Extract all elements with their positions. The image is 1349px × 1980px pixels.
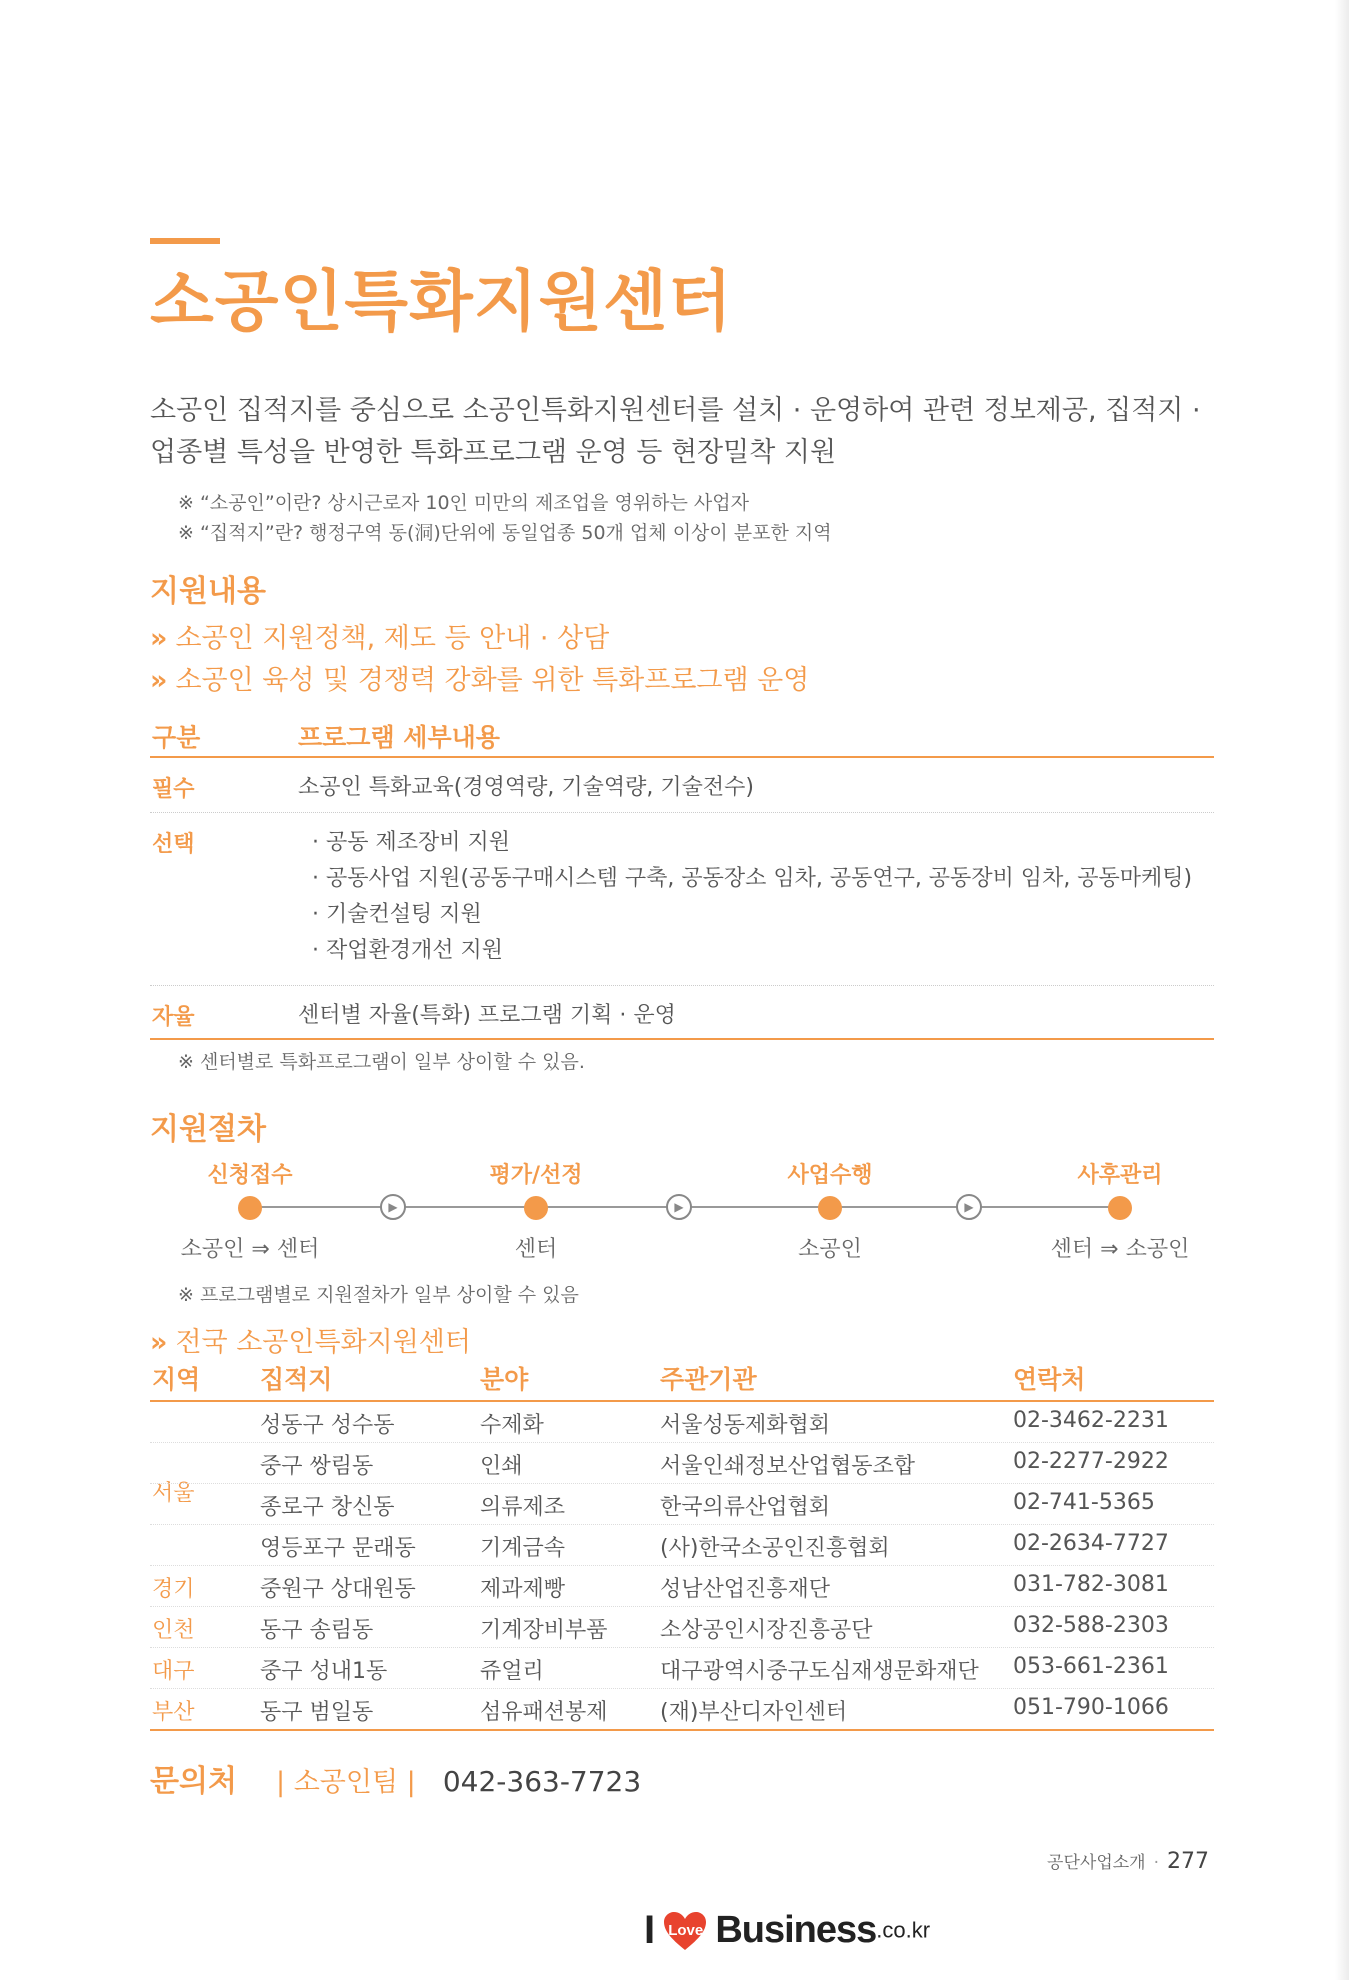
support-heading: 지원내용 [150,574,266,609]
contact-team: | 소공인팀 | [276,1767,416,1798]
page-footer: 공단사업소개 · 277 [1047,1849,1209,1874]
step-evaluate: 평가/선정 센터 [489,1163,583,1262]
program-row-autonomous: 자율 센터별 자율(특화) 프로그램 기획 · 운영 [150,986,1214,1040]
page-edge-shadow [1335,0,1349,1980]
heart-icon: Love [662,1910,708,1952]
support-bullet-1: » 소공인 지원정책, 제도 등 안내 · 상담 [150,623,610,654]
header-details: 프로그램 세부내용 [298,723,500,752]
bullet-mark: » [150,623,168,654]
table-row: 영등포구 문래동 기계금속 (사)한국소공인진흥협회 02-2634-7727 [150,1525,1214,1566]
centers-table [150,1358,1214,1731]
step-dot [524,1196,548,1220]
page-number: 277 [1167,1849,1209,1874]
centers-table-header: 지역 집적지 분야 주관기관 연락처 [150,1358,1214,1402]
table-row: 대구 중구 성내1동 쥬얼리 대구광역시중구도심재생문화재단 053-661-2361 [150,1648,1214,1689]
table-row: 중구 쌍림동 인쇄 서울인쇄정보산업협동조합 02-2277-2922 [150,1443,1214,1484]
step-execute: 사업수행 소공인 [787,1163,873,1262]
procedure-note: ※ 프로그램별로 지원절차가 일부 상이할 수 있음 [178,1284,579,1306]
contact-phone: 042-363-7723 [442,1765,642,1798]
table-row: 경기 중원구 상대원동 제과제빵 성남산업진흥재단 031-782-3081 [150,1566,1214,1607]
region-seoul: 서울 [152,1481,195,1506]
program-table [150,716,1214,1040]
step-dot [238,1196,262,1220]
play-arrow-icon: ▶ [666,1194,692,1220]
play-arrow-icon: ▶ [956,1194,982,1220]
header-category: 구분 [152,723,201,752]
step-dot [1108,1196,1132,1220]
program-table-header [150,716,1214,758]
support-bullet-2: » 소공인 육성 및 경쟁력 강화를 위한 특화프로그램 운영 [150,665,810,696]
step-apply: 신청접수 소공인 ⇒ 센터 [180,1163,320,1262]
ilovebusiness-logo: I Love Business.co.kr [644,1908,931,1952]
step-followup: 사후관리 센터 ⇒ 소공인 [1050,1163,1190,1262]
title-accent-bar [150,238,220,244]
table-row: 부산 동구 범일동 섬유패션봉제 (재)부산디자인센터 051-790-1066 [150,1689,1214,1731]
procedure-heading: 지원절차 [150,1112,266,1147]
contact-label: 문의처 [150,1764,237,1799]
note-jipjeokji: ※ “집적지”란? 행정구역 동(洞)단위에 동일업종 50개 업체 이상이 분포한 지역 [178,522,832,544]
table-row: 인천 동구 송림동 기계장비부품 소상공인시장진흥공단 032-588-2303 [150,1607,1214,1648]
play-arrow-icon: ▶ [380,1194,406,1220]
centers-heading: » 전국 소공인특화지원센터 [150,1327,471,1358]
contact-info [150,1756,641,1800]
program-row-optional: 선택 · 공동 제조장비 지원 · 공동사업 지원(공동구매시스템 구축, 공동장소 임차, 공동연구, 공동장비 임차, 공동마케팅) · 기술컨설팅 지원 · 작업환경개선 지원 [150,813,1214,986]
bullet-mark: » [150,1327,168,1358]
step-dot [818,1196,842,1220]
procedure-flow [150,1158,1214,1268]
footer-section: 공단사업소개 [1047,1853,1146,1873]
note-sogongin: ※ “소공인”이란? 상시근로자 10인 미만의 제조업을 영위하는 사업자 [178,492,749,514]
definition-notes [178,488,832,548]
intro-paragraph: 소공인 집적지를 중심으로 소공인특화지원센터를 설치 · 운영하여 관련 정보제공, 집적지 · 업종별 특성을 반영한 특화프로그램 운영 등 현장밀착 지원 [150,395,1201,468]
bullet-mark: » [150,665,168,696]
program-row-required: 필수 소공인 특화교육(경영역량, 기술역량, 기술전수) [150,758,1214,813]
table-row: 종로구 창신동 의류제조 한국의류산업협회 02-741-5365 [150,1484,1214,1525]
program-note: ※ 센터별로 특화프로그램이 일부 상이할 수 있음. [178,1051,585,1073]
page-title: 소공인특화지원센터 [150,263,733,340]
table-row: 성동구 성수동 수제화 서울성동제화협회 02-3462-2231 [150,1402,1214,1443]
